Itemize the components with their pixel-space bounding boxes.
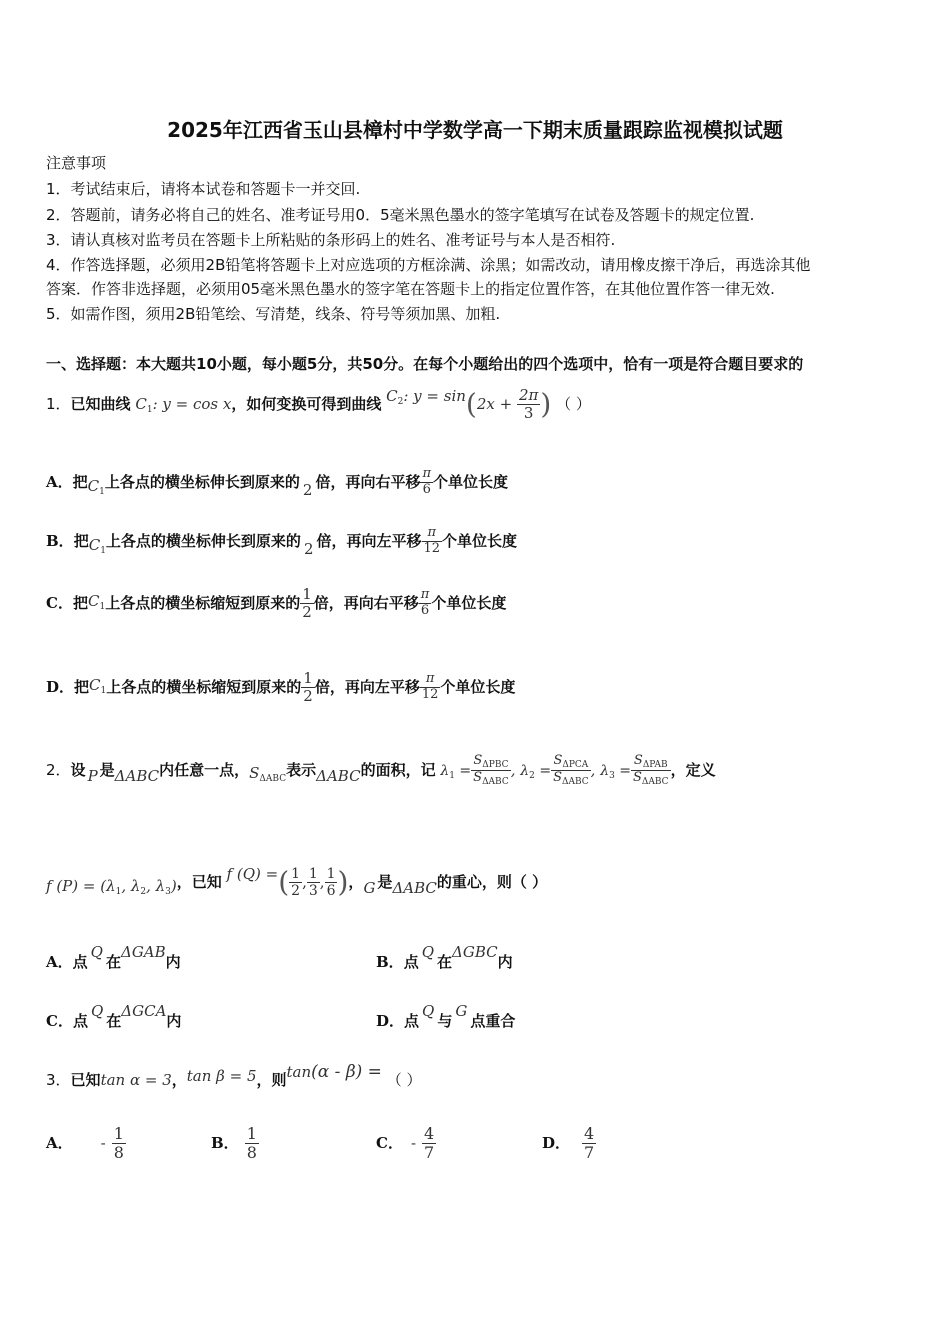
- section-heading: 一、选择题：本大题共10小题，每小题5分，共50分。在每个小题给出的四个选项中，恰有一项是符合题目要求的: [46, 355, 804, 373]
- q3-option-c[interactable]: C． - $\frac{4}{7}$: [376, 1123, 435, 1162]
- q1-text: 已知曲线: [70, 395, 131, 413]
- q2-option-d[interactable]: D．点Q与G点重合: [376, 1002, 516, 1030]
- notice-heading: 注意事项: [46, 154, 107, 172]
- notice-item-2: 2．答题前，请务必将自己的姓名、准考证号用0．5毫米黑色墨水的签字笔填写在试卷及答题卡的规定位置.: [46, 206, 755, 224]
- q2-option-a[interactable]: A．点Q在ΔGAB内: [46, 943, 181, 971]
- q3-option-b[interactable]: B． $\frac{1}{8}$: [211, 1123, 257, 1162]
- notice-item-5: 5．如需作图，须用2B铅笔绘、写清楚，线条、符号等须加黑、加粗.: [46, 305, 501, 323]
- q1-number: 1．: [46, 395, 71, 413]
- q2-option-c[interactable]: C．点Q在ΔGCA内: [46, 1002, 182, 1030]
- q1-c2: $C_2$: y = sin: [386, 387, 466, 407]
- page-title: 2025年江西省玉山县樟村中学数学高一下期末质量跟踪监视模拟试题: [167, 118, 783, 142]
- q2-option-b[interactable]: B．点Q在ΔGBC内: [376, 943, 513, 971]
- q1-c1: $C_1$: y = cos x: [135, 395, 232, 415]
- notice-item-3: 3．请认真核对监考员在答题卡上所粘贴的条形码上的姓名、准考证号与本人是否相符.: [46, 231, 616, 249]
- q3-option-a[interactable]: A． - $\frac{1}{8}$: [46, 1123, 124, 1162]
- notice-item-4-cont: 答案．作答非选择题，必须用05毫米黑色墨水的签字笔在答题卡上的指定位置作答，在其他位置作答一律无效.: [46, 280, 775, 298]
- question-2-cont: f $(P) = (\lambda_1$, $\lambda_2$, $\lambda_3$)，已知 f (Q) =( $\frac{1}{2}$ , $\frac{1}{3}$ , $\frac{1}{6}$ )，G 是ΔABC的重心，则（ ）: [46, 865, 548, 899]
- q1-option-c[interactable]: C．把$C_1$上各点的横坐标缩短到原来的 $\frac{1}{2}$ 倍，再向右平移 $\frac{\pi}{6}$ 个单位长度: [46, 584, 507, 621]
- q1-arg: 2x +: [476, 395, 513, 413]
- q1-blank: （ ）: [556, 395, 591, 413]
- q1-text-mid: ，如何变换可得到曲线: [231, 395, 382, 413]
- question-3: 3．已知tan α = 3，tan β = 5，则tan(α - β) = （ ）: [46, 1062, 422, 1089]
- q1-option-a[interactable]: A．把$C_1$上各点的横坐标伸长到原来的 2 倍，再向右平移 $\frac{\pi}{6}$ 个单位长度: [46, 466, 509, 499]
- notice-item-4: 4．作答选择题，必须用2B铅笔将答题卡上对应选项的方框涂满、涂黑；如需改动，请用橡皮擦干净后，再选涂其他: [46, 256, 811, 274]
- question-1: 1．已知曲线 $C_1$: y = cos x，如何变换可得到曲线 $C_2$: y = sin(2x + $\frac{2\pi}{3}$ ) （ ）: [46, 385, 591, 422]
- q1-option-b[interactable]: B．把$C_1$上各点的横坐标伸长到原来的 2 倍，再向左平移 $\frac{\pi}{12}$ 个单位长度: [46, 525, 518, 558]
- q3-option-d[interactable]: D． $\frac{4}{7}$: [542, 1123, 595, 1162]
- question-2: 2．设 P 是ΔABC内任意一点，$S_{\Delta ABC}$表示ΔABC的面积，记 $\lambda_1$ = $\frac{S_{\Delta PBC}}{S_{\Delta ABC}}$ , $\lambda_2$ = $\frac{S_{\Delta PCA}}{S_{\Delta ABC}}$ , $\lambda_3$ = $\frac{S_{\Delta PAB}}{S_{\Delta ABC}}$ ，定义: [46, 752, 716, 787]
- notice-item-1: 1．考试结束后，请将本试卷和答题卡一并交回.: [46, 180, 361, 198]
- q1-fraction: $\frac{2\pi}{3}$: [518, 385, 539, 422]
- q1-option-d[interactable]: D．把$C_1$上各点的横坐标缩短到原来的 $\frac{1}{2}$ 倍，再向左平移 $\frac{\pi}{12}$ 个单位长度: [46, 668, 516, 705]
